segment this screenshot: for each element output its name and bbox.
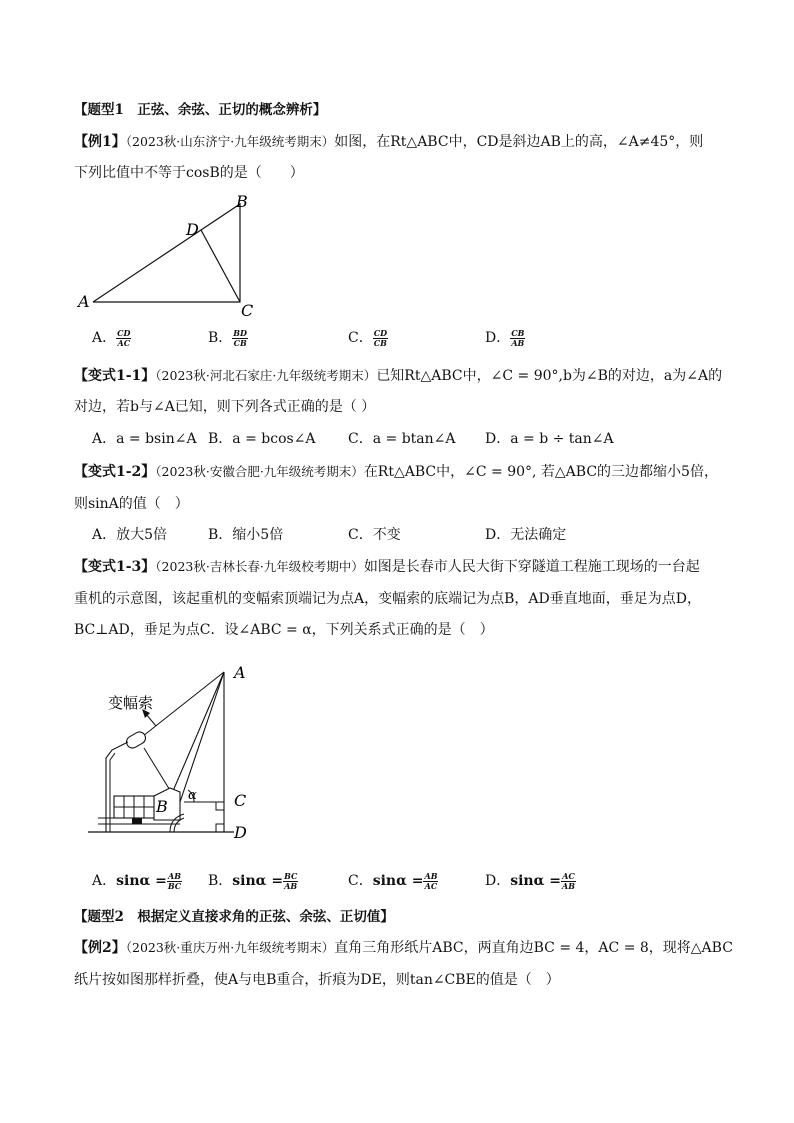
denominator: BC [167,880,182,891]
option-letter: B． [208,330,233,346]
variant-1-1-options [92,428,732,450]
variant-1-1-source: （2023秋·河北石家庄·九年级统考期末） [155,368,377,383]
example-1-line-1 [74,131,734,153]
numerator: AB [168,870,182,881]
option-d[interactable] [485,870,576,891]
option-a[interactable] [92,870,182,891]
variant-1-3-source: （2023秋·吉林长春·九年级校考期中） [155,559,364,574]
cable-label: 变幅索 [108,694,154,712]
denominator: AB [562,880,575,891]
variant-1-2-source: （2023秋·安徽合肥·九年级统考期末） [155,464,364,479]
numerator: AC [562,870,575,881]
option-c[interactable]: C．a = btan∠A [348,431,456,447]
example-2-text-1: 直角三角形纸片ABC，两直角边BC = 4，AC = 8，现将△ABC [334,940,733,956]
variant-1-3-text-1: 如图是长春市人民大街下穿隧道工程施工现场的一台起 [363,559,700,575]
variant-1-2-options [92,524,732,546]
option-a[interactable]: A．放大5倍 [92,527,168,543]
option-function: sinα = [116,873,167,889]
option-letter: A． [92,873,117,889]
option-b[interactable]: B．缩小5倍 [208,527,284,543]
numerator: CD [373,327,388,338]
fraction [283,872,298,891]
fraction [561,872,576,891]
figure-label-c: C [241,301,254,320]
denominator: AB [511,337,525,348]
crane-label-alpha: α [188,788,197,803]
crane-label-d: D [234,823,247,842]
option-b[interactable]: B．a = bcos∠A [208,431,316,447]
option-letter: C． [348,873,373,889]
option-d[interactable] [485,327,525,348]
example-1-label: 【例1】 [74,134,126,150]
option-b[interactable] [208,327,248,348]
variant-1-3-text-2: 重机的示意图，该起重机的变幅索顶端记为点A，变幅索的底端记为点B，AD垂直地面，垂足为点D， [74,591,701,607]
variant-1-2-line-1 [74,461,734,483]
section-heading-type1: 【题型1 正弦、余弦、正切的概念辨析】 [74,102,327,118]
denominator: AC [117,337,131,348]
option-function: sinα = [232,873,284,889]
fraction [423,872,438,891]
figure-label-a: A [78,292,90,311]
example-1-text-1: 如图，在Rt△ABC中，CD是斜边AB上的高，∠A≠45°，则 [334,134,704,150]
variant-1-2-label: 【变式1-2】 [74,464,156,480]
example-1-text-2: 下列比值中不等于cosB的是（ ） [74,165,304,181]
fraction [232,329,248,348]
variant-1-3-label: 【变式1-3】 [74,559,156,575]
variant-1-2-text-2: 则sinA的值（ ） [74,496,189,512]
option-function: sinα = [510,873,561,889]
variant-1-1-text-2: 对边，若b与∠A已知，则下列各式正确的是（ ） [74,399,376,415]
denominator: AC [424,880,438,891]
crane-label-a: A [234,663,246,682]
figure-label-b: B [236,192,248,211]
numerator: AB [424,870,438,881]
variant-1-1-line-1 [74,365,734,387]
option-b[interactable] [208,870,298,891]
variant-1-3-line-1 [74,556,734,578]
variant-1-1-label: 【变式1-1】 [74,368,156,384]
variant-1-3-options [92,870,732,892]
fraction [116,329,131,348]
numerator: BC [284,870,298,881]
variant-1-1-text-1: 已知Rt△ABC中，∠C = 90°,b为∠B的对边，a为∠A的 [376,368,723,384]
option-d[interactable]: D．a = b ÷ tan∠A [485,431,614,447]
numerator: CB [511,327,525,338]
option-letter: D． [485,873,511,889]
option-letter: A． [92,330,117,346]
denominator: AB [284,880,298,891]
fraction [373,329,388,348]
option-c[interactable]: C．不变 [348,527,401,543]
option-a[interactable] [92,327,131,348]
option-letter: B． [208,873,233,889]
example-2-line-1 [74,937,734,959]
crane-figure [84,658,274,848]
option-function: sinα = [372,873,424,889]
option-c[interactable] [348,870,438,891]
denominator: CB [233,337,247,348]
fraction [167,872,182,891]
option-a[interactable]: A．a = bsin∠A [92,431,197,447]
triangle-figure [74,190,274,320]
denominator: CB [373,337,387,348]
example-2-label: 【例2】 [74,940,126,956]
fraction [510,329,525,348]
example-2-source: （2023秋·重庆万州·九年级统考期末） [125,940,335,955]
option-d[interactable]: D．无法确定 [485,527,567,543]
variant-1-2-text-1: 在Rt△ABC中，∠C = 90°, 若△ABC的三边都缩小5倍， [363,464,718,480]
section-heading-type2: 【题型2 根据定义直接求角的正弦、余弦、正切值】 [74,909,394,925]
example-1-source: （2023秋·山东济宁·九年级统考期末） [125,134,335,149]
numerator: BD [233,327,247,338]
example-1-options [92,327,732,349]
figure-label-d: D [186,220,199,239]
crane-label-c: C [234,791,247,810]
option-letter: C． [348,330,373,346]
option-letter: D． [485,330,511,346]
option-c[interactable] [348,327,388,348]
variant-1-3-text-3: BC⊥AD，垂足为点C．设∠ABC = α，下列关系式正确的是（ ） [74,622,494,638]
numerator: CD [117,327,131,338]
crane-label-b: B [156,797,168,816]
example-2-text-2: 纸片按如图那样折叠，使A与电B重合，折痕为DE，则tan∠CBE的值是（ ） [74,972,560,988]
